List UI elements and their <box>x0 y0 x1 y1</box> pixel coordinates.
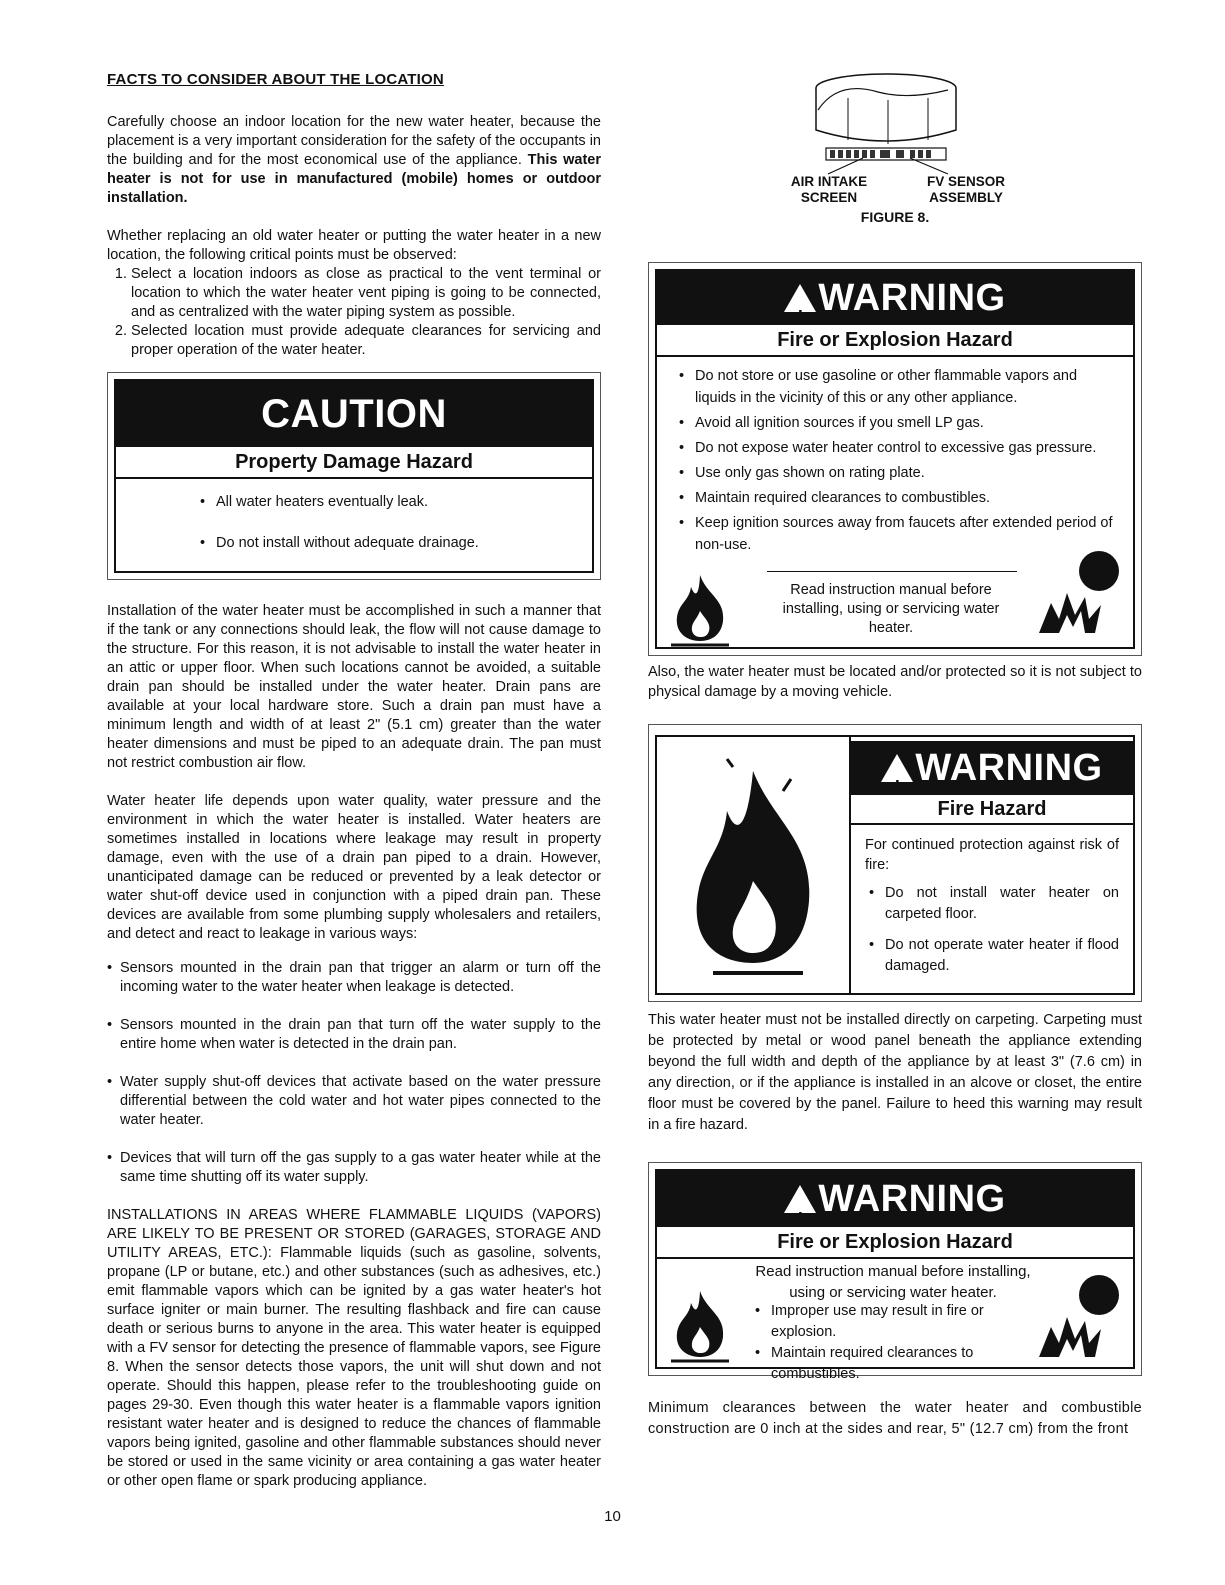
warning-subtitle: Fire or Explosion Hazard <box>657 325 1133 357</box>
warning3-intro: Read instruction manual before installing, using or servicing water heater. <box>755 1263 1031 1301</box>
warning-banner-text: WARNING <box>818 277 1006 319</box>
mobile-homes-notice: This water heater is not for use in manufactured (mobile) homes or outdoor installation. <box>107 152 601 206</box>
fire-hazard-intro: For continued protection against risk of fire: <box>865 837 1119 873</box>
leak-device-item: • Devices that will turn off the gas supply to a gas water heater while at the same time shutting off its water supply. <box>107 1149 601 1187</box>
critical-point: 1. Select a location indoors as close as practical to the vent terminal or location to which the water heater vent piping is going to be connected, and as centralized with the water piping system as possible. <box>131 265 601 322</box>
fv-sensor-label <box>914 174 1018 206</box>
fv-sensor-label-line2: ASSEMBLY <box>929 190 1003 205</box>
warning-box-fire-hazard <box>648 724 1142 1002</box>
warning-inner <box>655 269 1135 649</box>
fv-sensor-label-line1: FV SENSOR <box>926 174 1005 189</box>
warning-inner <box>655 1169 1135 1382</box>
warning-triangle-icon <box>881 754 913 782</box>
warning-subtitle: Fire or Explosion Hazard <box>657 1227 1133 1259</box>
section-heading: FACTS TO CONSIDER ABOUT THE LOCATION <box>107 71 444 88</box>
leak-devices-list <box>107 959 601 1187</box>
warning-item: • Improper use may result in fire or explosion. <box>751 1301 1021 1343</box>
warning-item: • Maintain required clearances to combustibles. <box>751 1343 1021 1385</box>
warning-list <box>657 357 1133 563</box>
warning-banner-text: WARNING <box>818 1178 1006 1220</box>
warning-box-fire-explosion-2 <box>648 1162 1142 1382</box>
warning-inner <box>655 735 1135 995</box>
paragraph-drain-pan: Installation of the water heater must be accomplished in such a manner that if the tank or any connections should leak, the flow will not cause damage to the structure. For this reason, it is not advisable to install the water heater in an attic or upper floor. When such locations cannot be avoided, a suitable drain pan should be installed under the water heater. Drain pans are available at your local hardware store. Such a drain pan must have a minimum length and width of at least 2" (5.1 cm) greater than the water heater dimensions and must be piped to an adequate drain. The pan must not restrict combustion air flow. <box>107 603 601 771</box>
caution-list <box>116 479 592 571</box>
critical-points-list <box>107 265 601 360</box>
right-column <box>648 70 1142 1459</box>
left-column <box>107 70 601 1510</box>
caution-item: • All water heaters eventually leak. <box>196 483 592 521</box>
air-intake-label-line1: AIR INTAKE <box>790 174 868 189</box>
warning-box-fire-explosion <box>648 262 1142 656</box>
explosion-icon <box>1029 549 1129 639</box>
paragraph-clearances: Minimum clearances between the water heater and combustible construction are 0 inch at the sides and rear, 5" (12.7 cm) from the front <box>648 1400 1142 1437</box>
flame-icon <box>665 567 735 647</box>
paragraph-vehicle-damage: Also, the water heater must be located and/or protected so it is not subject to physical damage by a moving vehicle. <box>648 664 1142 700</box>
figure-caption: FIGURE 8. <box>860 209 930 225</box>
footer-divider <box>767 571 1017 572</box>
paragraph-placement <box>107 113 601 208</box>
paragraph-carpeting: This water heater must not be installed directly on carpeting. Carpeting must be protected by metal or wood panel beneath the appliance extending beyond the full width and depth of the appliance by at least 3" (7.6 cm) in any direction, or if the appliance is installed in an alcove or closet, the entire floor must be covered by the panel. Failure to heed this warning may result in a fire hazard. <box>648 1012 1142 1133</box>
air-intake-label <box>784 174 874 206</box>
critical-point: 2. Selected location must provide adequate clearances for servicing and proper operation of the water heater. <box>131 322 601 360</box>
caution-inner <box>114 379 594 573</box>
fire-hazard-content <box>851 737 1133 980</box>
warning-item: • Use only gas shown on rating plate. <box>675 462 1115 484</box>
leak-device-item: • Sensors mounted in the drain pan that trigger an alarm or turn off the incoming water to the water heater when leakage is detected. <box>107 959 601 997</box>
flame-panel <box>657 737 851 993</box>
fv-sensor-diagram <box>648 70 1142 180</box>
air-intake-label-line2: SCREEN <box>800 190 858 205</box>
warning-triangle-icon <box>784 1185 816 1213</box>
warning-item: • Avoid all ignition sources if you smell LP gas. <box>675 412 1115 434</box>
warning-banner-text: WARNING <box>915 747 1103 789</box>
warning-item: • Maintain required clearances to combustibles. <box>675 487 1115 509</box>
warning-banner <box>657 1171 1133 1227</box>
warning-footer-text: Read instruction manual before installing, using or servicing water heater. <box>782 582 1000 636</box>
caution-banner: CAUTION <box>116 381 592 447</box>
flame-icon <box>665 1283 735 1363</box>
paragraph-flammable-liquids: INSTALLATIONS IN AREAS WHERE FLAMMABLE LIQUIDS (VAPORS) ARE LIKELY TO BE PRESENT OR STORED (GARAGES, STORAGE AND UTILITY AREAS, ETC.): Flammable liquids (such as gasoline, solvents, propane (LP or butane, etc.) and other substances (such as adhesives, etc.) emit flammable vapors which can be ignited by a gas water heater's hot surface igniter or main burner. The resulting flashback and fire can cause death or serious burns to anyone in the area. This water heater is equipped with a FV sensor for detecting the presence of flammable vapors, see Figure 8. When the sensor detects those vapors, the unit will shut down and not operate. Should this happen, please refer to the troubleshooting guide on pages 29-30. Even though this water heater is a flammable vapors ignition resistant water heater and is designed to reduce the chances of flammable vapors being ignited, gasoline and other flammable substances should never be stored or used in the same vicinity or area containing a gas water heater or other open flame or spark producing appliance. <box>107 1207 601 1489</box>
caution-box <box>107 372 601 580</box>
leak-device-item: • Sensors mounted in the drain pan that turn off the water supply to the entire home when water is detected in the drain pan. <box>107 1016 601 1054</box>
warning-item: • Do not install water heater on carpeted floor. <box>865 883 1119 925</box>
leak-device-item: • Water supply shut-off devices that activate based on the water pressure differential between the cold water and hot water pipes connected to the water heater. <box>107 1073 601 1130</box>
warning-footer <box>657 563 1133 647</box>
warning-subtitle: Fire Hazard <box>851 795 1133 825</box>
warning3-body <box>657 1259 1133 1382</box>
figure-8 <box>648 70 1142 230</box>
warning-list <box>851 875 1133 977</box>
warning-triangle-icon <box>784 284 816 312</box>
caution-subtitle: Property Damage Hazard <box>116 447 592 479</box>
paragraph-water-heater-life: Water heater life depends upon water quality, water pressure and the environment in which the water heater is installed. Water heaters are sometimes installed in locations where leakage may result in property damage, even with the use of a drain pan piped to a drain. However, unanticipated damage can be reduced or prevented by a leak detector or water shut-off device used in conjunction with a piped drain pan. These devices are available from some plumbing supply wholesalers and retailers, and detect and react to leakage in various ways: <box>107 793 601 942</box>
caution-item: • Do not install without adequate drainage. <box>196 524 592 562</box>
warning-banner <box>851 741 1133 795</box>
warning-list <box>751 1301 1021 1388</box>
warning-item: • Do not operate water heater if flood damaged. <box>865 935 1119 977</box>
placement-text: Carefully choose an indoor location for the new water heater, because the placement is a very important consideration for the safety of the occupants in the building and for the most economical use of the appliance. <box>107 114 601 168</box>
page-number: 10 <box>604 1508 621 1525</box>
warning-item: • Keep ignition sources away from faucets after extended period of non-use. <box>675 512 1115 556</box>
paragraph-critical-points: Whether replacing an old water heater or putting the water heater in a new location, the following critical points must be observed: <box>107 228 601 263</box>
warning-banner <box>657 271 1133 325</box>
warning-item: • Do not expose water heater control to excessive gas pressure. <box>675 437 1115 459</box>
warning-item: • Do not store or use gasoline or other flammable vapors and liquids in the vicinity of this or any other appliance. <box>675 365 1115 409</box>
large-flame-icon <box>663 751 843 981</box>
explosion-icon <box>1029 1273 1129 1363</box>
